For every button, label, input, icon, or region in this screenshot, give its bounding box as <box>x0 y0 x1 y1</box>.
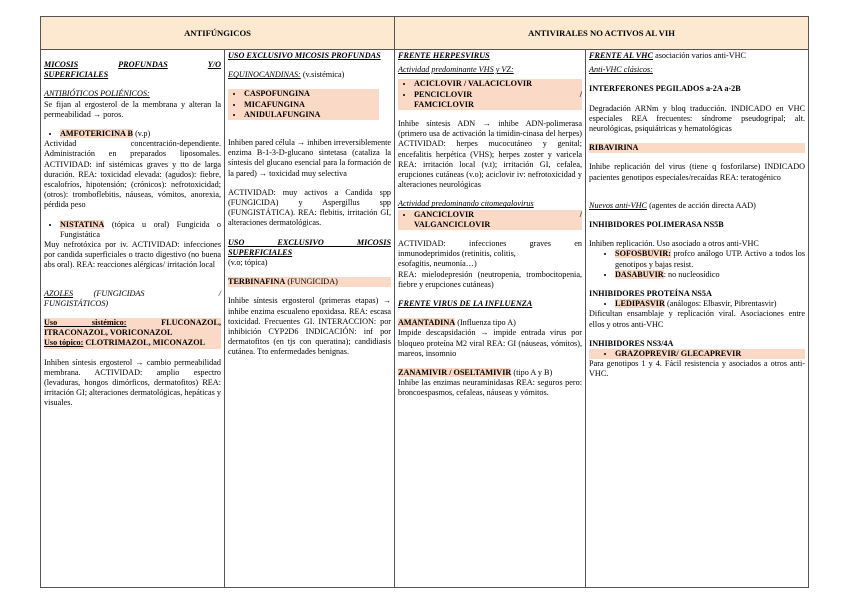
drug-anidulafungina: • ANIDULAFUNGINA <box>244 110 379 120</box>
zanamivir-note: (tipo A y B) <box>511 368 553 378</box>
drug-item <box>615 249 805 269</box>
herpes-drug-list <box>398 79 582 110</box>
polyene-description: Se fijan al ergosterol de la membrana y alteran la permeabilidad → poros. <box>44 99 221 119</box>
azoles-type: (FUNGICIDAS <box>93 288 145 298</box>
interferon-description: Degradación ARNm y bloq traducción. INDICADO en VHC especiales REA frecuentes: síndrome pseudogripal; alt. neurológicas, psiquiátricas y hematológicas <box>589 103 806 134</box>
drug-item <box>60 129 221 139</box>
influenza-title: FRENTE VIRUS DE LA INFLUENZA <box>398 299 533 309</box>
drug-dasabuvir: DASABUVIR <box>615 269 664 279</box>
zanamivir-heading <box>398 368 582 378</box>
title-word: PROFUNDAS <box>118 60 168 69</box>
terbinafina-description: Inhibe síntesis ergosterol (primeras etapas) → inhibe enzima escualeno epoxidasa. REA: escasa toxicidad. Frecuentes GI. INTERACCION: por inhibición CYP2D6 INDICACIÓN: inf por dermatofitos (en tjs con queratina); candidiasis cutánea. Tto enfermedades benignas. <box>228 296 392 357</box>
amantadina-note: (Influenza tipo A) <box>455 318 516 328</box>
superficial-route: (v.o; tópica) <box>228 258 268 268</box>
herpes-activity-heading: Actividad predominante VHS y VZ: <box>398 65 514 75</box>
new-heading-note: (agentes de acción directa AAD) <box>647 200 756 210</box>
drug-description: Actividad concentración-dependiente. Administración en preparados liposomales. ACTIVIDAD: inf sistémicas graves y tto de larga duración. REA: toxicidad elevada: (agudos): fiebre, escalofríos, hipotensión; (crónicos): nefrotoxicidad; (otros): tromboflebitis, náuseas, vómitos, anorexia, pérdida peso <box>44 139 221 210</box>
ns5b-list <box>589 249 805 280</box>
drug-nistatina: NISTATINA <box>60 219 105 229</box>
new-heading-label: Nuevos anti-VHC <box>589 200 648 210</box>
zanamivir-description: Inhibe las enzimas neuraminidasas REA: seguros pero: broncoespasmos, cefaleas, náuseas y vómitos. <box>398 378 583 398</box>
drug-list <box>44 129 221 139</box>
drug-amantadina: AMANTADINA <box>398 318 456 328</box>
ns5a-list <box>589 299 805 309</box>
herpes-description: Inhibe síntesis ADN → inhibe ADN-polimerasa (primero usa de activación la timidin-cinasa del herpes) ACTIVIDAD: herpes mucocutáneo y genital; encefalitis herpética (VHS); herpes zoster y varicela REA: irritación local (v.t); irritación GI, cefalea, erupciones cutáneas (v.o); aciclovir iv: nefrotoxicidad y alteraciones neurológicas <box>398 119 583 190</box>
column-deep-superficial-mycoses <box>41 50 225 588</box>
ns5b-description: Inhiben replicación. Uso asociado a otros anti-VHC <box>589 239 759 249</box>
column-exclusive-use <box>225 50 395 588</box>
drug-aciclovir: • ACICLOVIR / VALACICLOVIR <box>414 79 582 89</box>
ribavirina-description: Inhibe replicación del virus (tiene q fosforilarse) INDICADO pacientes genotipos especiales/recaídas REA: teratogénico <box>589 162 806 182</box>
new-heading <box>589 201 805 211</box>
topical-use <box>44 338 221 348</box>
topical-drugs: CLOTRIMAZOL, MICONAZOL <box>83 338 206 348</box>
drug-penciclovir <box>414 90 582 110</box>
echinocandins-route: (v.sistémica) <box>300 70 345 80</box>
cmv-activity-2: esofagitis, neumonía…) <box>398 259 477 269</box>
section-title-mycoses <box>44 60 221 70</box>
section-title-superficiales: SUPERFICIALES <box>44 70 109 80</box>
echinocandins-activity: ACTIVIDAD: muy activos a Candida spp (FUNGICIDA) y Aspergillus spp (FUNGISTÁTICA). REA: flebitis, irritación GI, alteraciones dermatológicas. <box>228 187 392 228</box>
echinocandins-label: EQUINOCANDINAS: <box>228 70 301 80</box>
ns5b-heading: INHIBIDORES POLIMERASA NS5B <box>589 220 724 230</box>
drug-valganciclovir: VALGANCICLOVIR <box>414 219 491 229</box>
cmv-heading: Actividad predominando citomegalovirus <box>398 199 534 209</box>
drug-amfotericina: AMFOTERICINA B <box>60 129 134 139</box>
cmv-activity: ACTIVIDAD: infecciones graves en inmunodeprimidos (retinitis, colitis, <box>398 239 583 259</box>
header-antifungals: ANTIFÚNGICOS <box>41 17 395 50</box>
column-vhc <box>586 50 809 588</box>
drug-sep: / <box>579 209 583 219</box>
cmv-drug-list <box>398 210 582 230</box>
azoles-label: AZOLES <box>44 288 74 298</box>
terbinafina-heading <box>228 277 391 287</box>
drug-item <box>615 270 805 280</box>
terbinafina-type: (FUNGICIDA) <box>285 277 338 287</box>
drug-item <box>615 299 805 309</box>
systemic-label: Uso sistémico: <box>44 318 127 328</box>
azoles-description: Inhiben síntesis ergosterol → cambio permeabilidad membrana. ACTIVIDAD: amplio espectro (levaduras, hongos dimórficos, dermatofitos) REA: irritación GI; alteraciones dermatológicas, hepáticas y visuales. <box>44 357 221 408</box>
title-word: MICOSIS <box>44 60 79 69</box>
title-word: Y/O <box>207 60 221 69</box>
exclusive-deep-title: USO EXCLUSIVO MICOSIS PROFUNDAS <box>228 51 381 60</box>
drug-sep: / <box>579 89 583 99</box>
drug-famciclovir: FAMCICLOVIR <box>414 99 474 109</box>
ns5a-heading: INHIBIDORES PROTEÍNA NS5A <box>589 289 712 299</box>
vhc-title <box>589 51 805 61</box>
drug-ganciclovir-label: • GANCICLOVIR <box>414 209 475 219</box>
amantadina-heading <box>398 318 582 328</box>
amantadina-description: Impide descapsidación → impide entrada virus por bloqueo proteína M2 viral REA: GI (náuseas, vómitos), mareos, insomnio <box>398 328 583 358</box>
systemic-use <box>44 318 221 338</box>
drug-route: (v.p) <box>133 129 151 139</box>
drug-micafungina: • MICAFUNGINA <box>244 100 379 110</box>
drug-grazoprevir: • GRAZOPREVIR/ GLECAPREVIR <box>615 349 805 359</box>
topical-label: Uso tópico: <box>44 338 84 348</box>
drug-zanamivir-oseltamivir: ZANAMIVIR / OSELTAMIVIR <box>398 368 512 378</box>
drug-ledipasvir: LEDIPASVIR <box>615 299 665 309</box>
echinocandin-list <box>228 89 379 120</box>
exclusive-superficial-title: USO EXCLUSIVO MICOSIS SUPERFICIALES <box>228 237 392 257</box>
drug-item <box>60 220 221 240</box>
ledipasvir-note: (análogos: Elbasvir, Pibrentasvir) <box>664 299 777 309</box>
azoles-sep: / <box>218 288 221 298</box>
ns34-list <box>589 349 805 359</box>
ns5a-description: Dificultan ensamblaje y replicación viral. Asociaciones entre ellos y otros anti-VHC <box>589 309 806 329</box>
echinocandins-heading <box>228 70 391 80</box>
ribavirina-heading: RIBAVIRINA <box>589 143 805 153</box>
column-herpes-influenza <box>395 50 586 588</box>
ns34-heading: INHIBIDORES NS3/4A <box>589 338 674 348</box>
drug-caspofungina: • CASPOFUNGINA <box>244 89 379 99</box>
drug-description: Muy nefrotóxica por iv. ACTIVIDAD: infecciones por candida superficiales o tracto digestivo (no buena abs oral). REA: reacciones alérgicas/ irritación local <box>44 240 221 270</box>
cmv-rea: REA: mielodepresión (neutropenia, trombocitopenia, fiebre y erupciones cutáneas) <box>398 269 583 289</box>
systemic-drugs: FLUCONAZOL, ITRACONAZOL, VORICONAZOL <box>44 318 221 338</box>
azoles-heading <box>44 289 221 299</box>
vhc-title-label: FRENTE AL VHC <box>589 51 654 60</box>
azoles-type-2: FUNGISTÁTICOS) <box>44 298 109 308</box>
polyene-heading: ANTIBIÓTICOS POLIÉNICOS: <box>44 89 150 99</box>
drug-route: (tópica u oral) Fungicida o Fungistática <box>60 219 221 239</box>
interferon-heading: INTERFERONES PEGILADOS a-2A a-2B <box>589 84 741 94</box>
header-antivirals: ANTIVIRALES NO ACTIVOS AL VIH <box>395 17 809 50</box>
sofosbuvir-note: profco análogo UTP. Activo a todos los genotipos y bajas resist. <box>615 249 806 269</box>
ns34-description: Para genotipos 1 y 4. Fácil resistencia y asociados a otros anti-VHC. <box>589 359 806 379</box>
echinocandins-mechanism: Inhiben pared célula → inhiben irreversiblemente enzima B-1-3-D-glucano sintetasa (cataliza la síntesis del glucano esencial para la formación de la pared) → toxicidad muy selectiva <box>228 138 392 178</box>
herpes-title: FRENTE HERPESVIRUS <box>398 51 490 60</box>
drug-penciclovir-label: • PENCICLOVIR <box>414 89 473 99</box>
vhc-title-note: asociación varios anti-VHC <box>653 51 747 60</box>
dasabuvir-note: : no nucleosídico <box>663 269 720 279</box>
drug-terbinafina: TERBINAFINA <box>228 277 286 287</box>
drug-sofosbuvir: SOFOSBUVIR: <box>615 249 671 259</box>
drug-summary-table <box>40 16 809 588</box>
drug-list <box>44 220 221 240</box>
classic-heading: Anti-VHC clásicos: <box>589 65 653 75</box>
drug-ganciclovir <box>414 210 582 230</box>
